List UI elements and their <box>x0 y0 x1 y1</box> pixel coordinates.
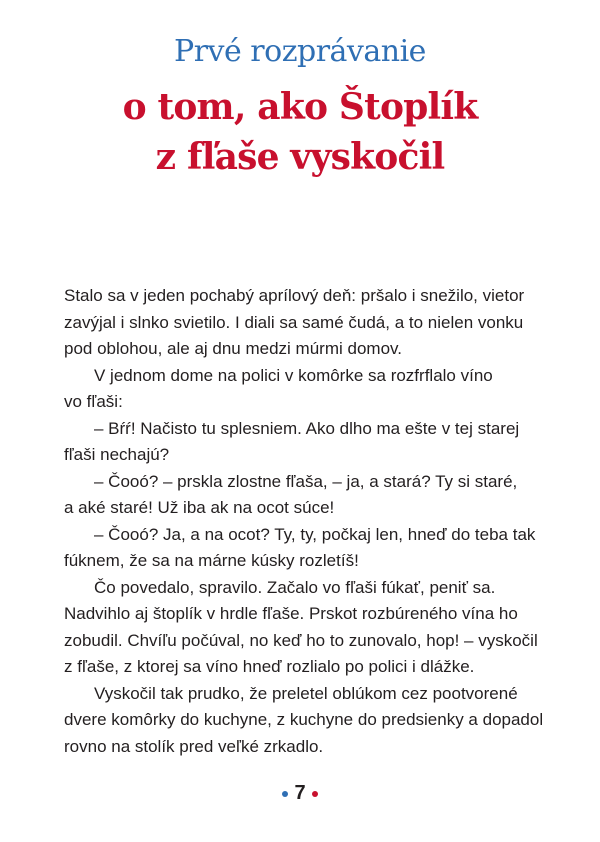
paragraph-line: zavýjal i slnko svietilo. I diali sa samé čudá, a to nielen vonku <box>64 312 524 332</box>
chapter-subtitle: Prvé rozprávanie <box>174 34 426 69</box>
paragraph-line: – Bŕŕ! Načisto tu splesniem. Ako dlho ma ešte v tej starej <box>94 418 520 438</box>
paragraph-line: – Čooó? – prskla zlostne fľaša, – ja, a stará? Ty si staré, <box>94 471 518 491</box>
page-footer <box>0 781 600 805</box>
red-dot-icon <box>312 791 318 797</box>
paragraph-line: – Čooó? Ja, a na ocot? Ty, ty, počkaj len, hneď do teba tak <box>94 524 536 544</box>
chapter-title-line: o tom, ako Štoplík <box>122 86 478 128</box>
page-number: 7 <box>294 782 306 804</box>
blue-dot-icon <box>282 791 288 797</box>
chapter-title <box>0 82 600 182</box>
paragraph-line: Stalo sa v jeden pochabý aprílový deň: pršalo i snežilo, vietor <box>64 286 525 305</box>
story-text <box>64 283 554 760</box>
paragraph-line: fúknem, že sa na márne kúsky rozletíš! <box>64 551 359 570</box>
paragraph-line: V jednom dome na polici v komôrke sa rozfrflalo víno <box>94 365 493 385</box>
paragraph-line: zobudil. Chvíľu počúval, no keď ho to zunovalo, hop! – vyskočil <box>64 630 538 650</box>
paragraph-line: pod oblohou, ale aj dnu medzi múrmi domov. <box>64 339 402 358</box>
paragraph-line: Čo povedalo, spravilo. Začalo vo fľaši fúkať, peniť sa. <box>94 577 496 597</box>
paragraph-line: a aké staré! Už iba ak na ocot súce! <box>64 498 335 517</box>
paragraph-line: Vyskočil tak prudko, že preletel oblúkom cez pootvorené <box>94 683 518 703</box>
paragraph-line: rovno na stolík pred veľké zrkadlo. <box>64 736 324 756</box>
paragraph-line: Nadvihlo aj štoplík v hrdle fľaše. Prskot rozbúreného vína ho <box>64 604 518 623</box>
paragraph-line: dvere komôrky do kuchyne, z kuchyne do predsienky a dopadol <box>64 710 544 729</box>
paragraph-line: vo fľaši: <box>64 392 123 411</box>
paragraph-line: fľaši nechajú? <box>64 445 170 464</box>
chapter-title-line: z fľaše vyskočil <box>155 136 445 178</box>
paragraph-line: z fľaše, z ktorej sa víno hneď rozlialo po polici i dlážke. <box>64 657 475 676</box>
